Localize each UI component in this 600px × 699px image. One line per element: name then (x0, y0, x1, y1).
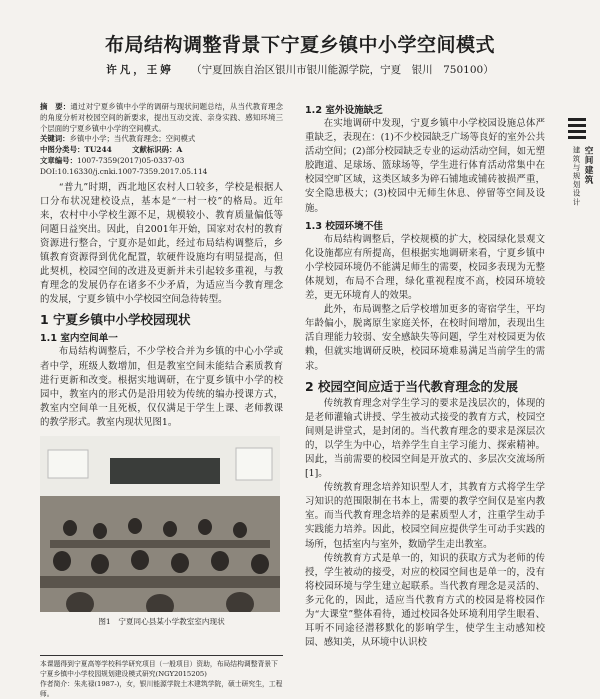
subsection-1-1-heading: 1.1 室内空间单一 (40, 333, 118, 345)
author-bio: 作者简介：朱兆禄(1987-)，女，银川能源学院土木建筑学院，硕士研究生，工程师。 (40, 680, 283, 698)
keywords-label: 关键词： (40, 134, 70, 144)
abstract-label: 摘 要： (40, 102, 71, 111)
journal-side-label (562, 118, 592, 206)
keywords-text: 乡镇中小学；当代教育理念；空间模式 (69, 134, 196, 144)
paper-title: 布局结构调整背景下宁夏乡镇中小学空间模式 (104, 34, 495, 56)
paragraph: 传统教育方式是单一的，知识的获取方式为老师的传授，学生被动的接受，对应的校园空间也是单一的，没有将校园环境与学生建立起联系。当代教育理念是灵活的、多元化的，因此，适应当代教育方式的校园是将校园作为“大课堂”整体看待，通过校园各处环境利用学生眼看、耳听不同途径潜移默化的影响学生，使学生主动感知校园、感知美，从环境中认识校 (305, 552, 545, 649)
abstract-text: 通过对宁夏乡镇中小学的调研与现状问题总结，从当代教育理念的角度分析对校园空间的新要求，提出互动交流、亲身实践、感知环境三个层面的宁夏乡镇中小学的空间模式。 (40, 102, 283, 133)
author-names: 许凡，王婷 (106, 64, 174, 76)
paragraph: 布局结构调整后，不少学校合并为乡镇的中心小学或者中学，班级人数增加，但是教室空间未能结合素质教育进行更新和改变。根据实地调研，在宁夏乡镇中小学的校园中，教室内的形式仍是沿用较为传统的编办授课方式，教室内空间单一且死板，仅仅满足于学生上课、老师教课的教学形式。教室内现状见图1。 (40, 346, 283, 428)
left-column (40, 102, 283, 627)
code-label: 文献标识码： (132, 145, 177, 155)
subsection-1-3-heading: 1.3 校园环境不佳 (305, 220, 383, 232)
paragraph: 布局结构调整后，学校规模的扩大，校园绿化景观文化设施都应有所提高，但根据实地调研来看，宁夏乡镇中小学校园环境仍不能满足师生的需要，校园多表现为无整体规划，布局不合理，绿化重视程度不高，校园环境较差，更无环境育人的效果。 (305, 233, 545, 302)
section-2-heading: 2 校园空间应适于当代教育理念的发展 (305, 378, 519, 394)
intro-paragraph: “普九”时期，西北地区农村人口较多，学校是根据人口分布状况建校设点，基本是“一村一校”的格局。近年来，农村中小学校生源不足，规模较小、教育质量偏低等问题日益突出。因此，自2001年开始，国家对农村的教育资源进行整合，宁夏亦是如此，经过布局结构调整后，乡镇教育资源得到优化配置，软硬件设施均有明显提高，但此契机，校园空间的改进及更新并未引起较多重视，与教育理念的发展仍存在诸多不少矛盾，为适应当今教育理念的发展，宁夏乡镇中小学校园空间急待转型。 (40, 181, 283, 306)
article-value: 1007-7359(2017)05-0337-03 (76, 155, 185, 165)
right-column (305, 102, 545, 650)
author-affiliation: （宁夏回族自治区银川市银川能源学院，宁夏 银川 750100） (191, 64, 494, 76)
paragraph: 在实地调研中发现，宁夏乡镇中小学校园设施总体严重缺乏，表现在：(1)不少校园缺乏广场等良好的室外公共活动空间；(2)部分校园缺乏专业的运动活动空间，如无塑胶跑道、足球场、篮球场等，学生进行体育活动常集中在校园空旷区域，这类区域多为碎石铺地或铺砖被损严重，安全隐患极大；(3)校园中无师生休息、停留等空间及设施。 (305, 118, 545, 214)
footnote (40, 655, 283, 699)
keywords (40, 134, 283, 145)
clc-value: TU244 (84, 145, 112, 155)
journal-logo-icon (568, 118, 586, 140)
paragraph: 此外，布局调整之后学校增加更多的寄宿学生，平均年龄偏小，脱离原生家庭关怀，在校时间增加，表现出生活自理能力较弱、安全感缺失等问题，学生对校园更为依赖，但就实地调研反映，校园环境难易满足当前学生的需求。 (305, 304, 545, 372)
doi: DOI:10.16330/j.cnki.1007-7359.2017.05.114 (40, 166, 208, 176)
clc-label: 中图分类号： (40, 145, 85, 155)
article-number (40, 156, 283, 167)
section-1-heading: 1 宁夏乡镇中小学校园现状 (40, 312, 191, 328)
paragraph: 传统教育理念培养知识型人才，其教育方式将学生学习知识的范围限制在书本上，需要的教学空间仅是室内教室。而当代教育理念培养的是素质型人才，注重学生动手实践能力培养。因此，校园空间应提供学生可动手实践的场所，包括室内与室外，数励学生走出教室。 (305, 482, 545, 550)
classroom-photo-graphic (40, 436, 280, 612)
classification-line (40, 145, 283, 156)
author-line (40, 62, 560, 77)
paragraph: 传统教育理念对学生学习的要求是浅层次的，体现的是老师灌输式讲授、学生被动式接受的教育方式，校园空间则是讲堂式，是封闭的。当代教育理念的要求是深层次的，以学生为中心，培养学生自主学习能力、探索精神。因此，当前需要的校园空间是开放式的、多层次交流场所[1]。 (305, 397, 545, 480)
side-label-category: 建筑与规划设计 (572, 146, 581, 207)
figure-caption: 图1 宁夏同心县某小学教室室内现状 (98, 616, 225, 626)
article-label: 文章编号： (40, 155, 77, 165)
funding-note: 本课题得到宁夏高等学校科学研究项目（一般项目）资助，布局结构调整背景下宁夏乡镇中小学校园规划建设模式研究(NGY2015205) (40, 660, 278, 678)
side-label-section: 空间建筑 (583, 146, 593, 185)
classroom-photo (40, 436, 280, 612)
abstract (40, 102, 283, 134)
code-value: A (176, 145, 183, 155)
subsection-1-2-heading: 1.2 室外设施缺乏 (305, 105, 383, 116)
